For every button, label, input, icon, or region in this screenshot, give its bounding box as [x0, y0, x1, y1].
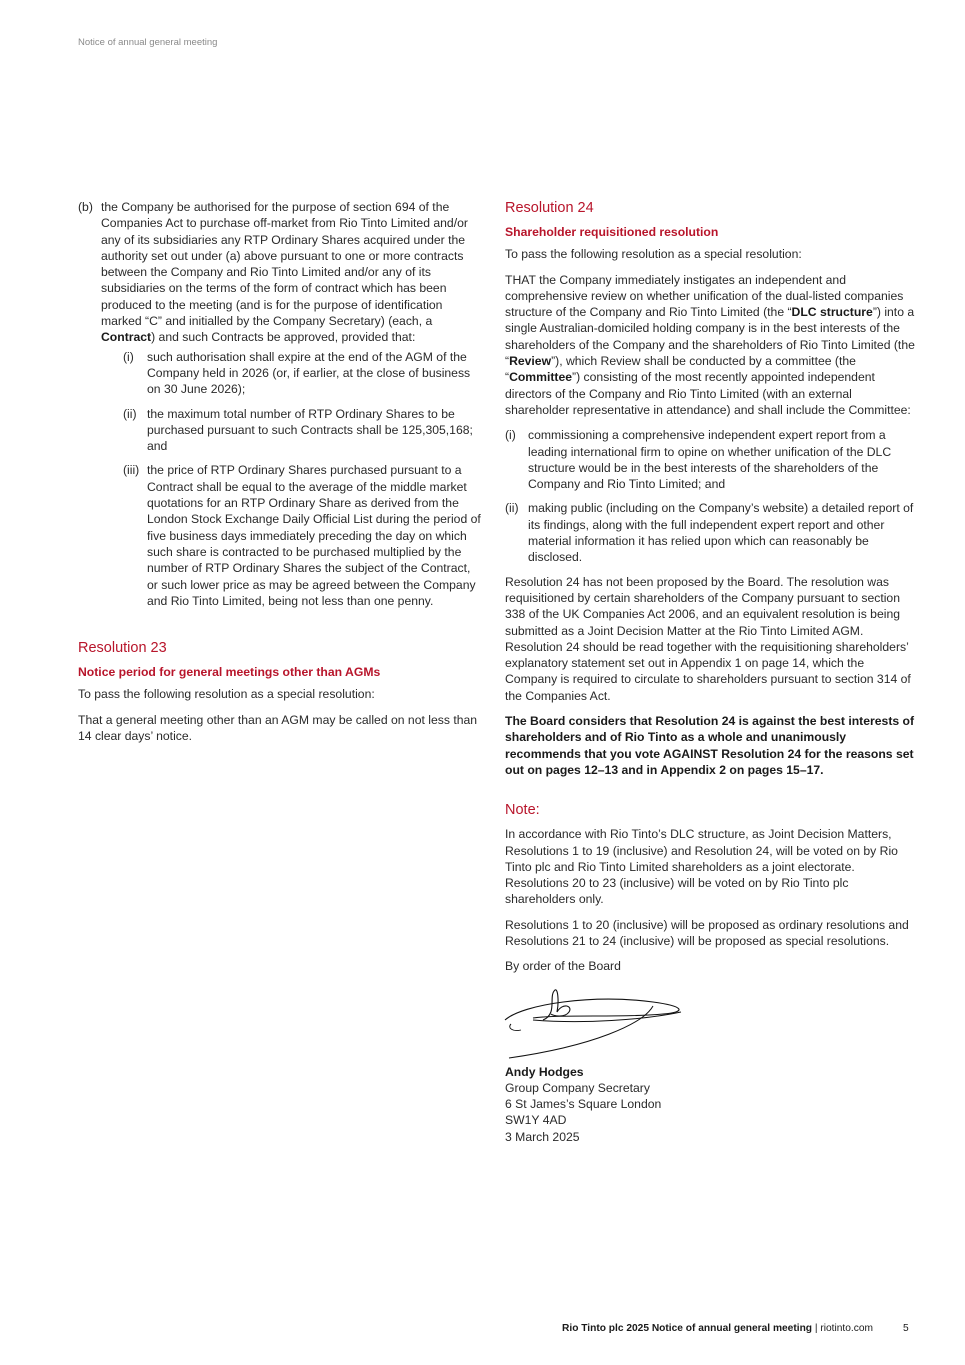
list-marker: (iii): [123, 463, 140, 478]
committee-term: Committee: [509, 370, 573, 385]
list-marker: (i): [123, 349, 134, 364]
list-item-text: the maximum total number of RTP Ordinary Shares to be purchased pursuant to such Contracts shall be 125,305,168; and: [147, 406, 473, 454]
note-heading: Note:: [505, 802, 540, 819]
resolution-24-text-part: THAT the Company immediately instigates an independent and comprehensive review on whether unification of the dual-listed companies structure of the Company and Rio Tinto Limited (the “: [505, 272, 904, 320]
signature-image: [503, 984, 688, 1062]
footer: [562, 1323, 873, 1334]
resolution-23-subheading: Notice period for general meetings other than AGMs: [78, 665, 381, 680]
page-number: 5: [903, 1323, 909, 1334]
list-item-text: such authorisation shall expire at the end of the AGM of the Company held in 2026 (or, if earlier, at the close of business on 30 June 2026);: [147, 349, 471, 397]
left-column: [78, 199, 483, 753]
dlc-structure-term: DLC structure: [791, 305, 873, 320]
resolution-24-heading: Resolution 24: [505, 200, 594, 216]
list-item-text: commissioning a comprehensive independent expert report from a leading international firm to opine on whether unification of the DLC structure would be in the best interests of the shareholders of the Company and Rio Tinto Limited; and: [528, 428, 892, 492]
list-marker: (ii): [505, 501, 519, 516]
signatory-block: [505, 1064, 915, 1145]
resolution-23-intro: To pass the following resolution as a special resolution:: [78, 687, 375, 702]
list-item: [505, 427, 915, 492]
note-paragraph: Resolutions 1 to 20 (inclusive) will be proposed as ordinary resolutions and Resolutions 21 to 24 (inclusive) will be proposed as special resolutions.: [505, 917, 909, 948]
list-item: [505, 500, 915, 565]
signatory-name: [505, 1064, 915, 1080]
address-line: 6 St James’s Square London: [505, 1097, 662, 1112]
list-marker: (i): [505, 428, 516, 443]
footer-site-link[interactable]: riotinto.com: [820, 1323, 873, 1334]
board-recommendation: The Board considers that Resolution 24 is against the best interests of shareholders and of Rio Tinto as a whole and unanimously recommends that you vote AGAINST Resolution 24 for the reasons set out on pages 12–13 and in Appendix 2 on pages 15–17.: [505, 714, 915, 777]
footer-title: Rio Tinto plc 2025 Notice of annual general meeting: [562, 1323, 813, 1334]
sub-list: [123, 349, 483, 609]
item-b-text-end: ) and such Contracts be approved, provided that:: [151, 330, 416, 345]
list-item-body: [101, 199, 483, 617]
footer-separator: |: [812, 1323, 821, 1334]
resolution-24-subheading: Shareholder requisitioned resolution: [505, 225, 719, 239]
list-item-text: making public (including on the Company’s website) a detailed report of its findings, along with the full independent expert report and other material information it has relied upon which can reasonably be disclosed.: [528, 501, 914, 565]
list-item: [123, 349, 483, 398]
list-item-b: [78, 199, 483, 617]
contract-term: Contract: [101, 330, 152, 345]
resolution-23-body: That a general meeting other than an AGM may be called on not less than 14 clear days’ notice.: [78, 712, 478, 744]
resolution-24-text: [505, 272, 915, 419]
list-marker: (ii): [123, 406, 137, 421]
signatory-name-text: Andy Hodges: [505, 1064, 584, 1079]
document-date: 3 March 2025: [505, 1129, 580, 1144]
resolution-24-text-part: ”), which Review shall be conducted by a committee (the “: [505, 354, 856, 385]
right-column: [505, 199, 915, 1145]
resolution-23-heading: Resolution 23: [78, 640, 167, 657]
resolution-24-intro: To pass the following resolution as a special resolution:: [505, 247, 802, 262]
list-marker: (b): [78, 200, 93, 214]
review-term: Review: [509, 354, 552, 369]
resolution-24-text-part: ”) into a single Australian-domiciled holding company is in the best interests of the shareholders of the Company and the shareholders of Rio Tinto Limited (the “: [505, 305, 915, 369]
signatory-title: Group Company Secretary: [505, 1080, 650, 1095]
resolution-24-text-part: ”) consisting of the most recently appointed independent directors of the Company and Rio Tinto Limited (with an external shareholder representative in attendance) and shall include the Committee:: [505, 370, 911, 417]
running-head: Notice of annual general meeting: [78, 37, 218, 48]
list-item: [123, 406, 483, 455]
by-order-line: By order of the Board: [505, 959, 621, 974]
item-b-text: the Company be authorised for the purpose of section 694 of the Companies Act to purchase off-market from Rio Tinto Limited and/or any of its subsidiaries any RTP Ordinary Shares acquired under the authority set out under (a) above pursuant to one or more contracts between the Company and Rio Tinto Limited and/or any of its subsidiaries on the terms of the form of contract which has been produced to the meeting (and is for the purpose of identification marked “C” and initialled by the Company Secretary) (each, a: [101, 200, 468, 329]
address-line: SW1Y 4AD: [505, 1113, 567, 1128]
resolution-24-explanation: Resolution 24 has not been proposed by the Board. The resolution was requisitioned by certain shareholders of the Company pursuant to section 338 of the UK Companies Act 2006, and an equivalent resolution is being submitted as a Joint Decision Matter at the Rio Tinto Limited AGM. Resolution 24 should be read together with the requisitioning shareholders’ explanatory statement set out in Appendix 1 on page 14, which the Company is required to circulate to shareholders pursuant to section 314 of the Companies Act.: [505, 574, 911, 703]
list-item-text: the price of RTP Ordinary Shares purchased pursuant to a Contract shall be equal to the average of the middle market quotations for an RTP Ordinary Share as derived from the London Stock Exchange Daily Official List during the period of five business days immediately preceding the day on which such share is contracted to be purchased multiplied by the number of RTP Ordinary Shares the subject of the Contract, or such lower price as may be agreed between the Company and Rio Tinto Limited, being not less than one penny.: [147, 463, 481, 608]
list-item: [123, 462, 483, 609]
note-paragraph: In accordance with Rio Tinto’s DLC structure, as Joint Decision Matters, Resolutions 1 to 19 (inclusive) and Resolution 24, will be voted on by Rio Tinto plc and Rio Tinto Limited shareholders as a joint electorate. Resolutions 20 to 23 (inclusive) will be voted on by Rio Tinto plc shareholders only.: [505, 827, 898, 907]
